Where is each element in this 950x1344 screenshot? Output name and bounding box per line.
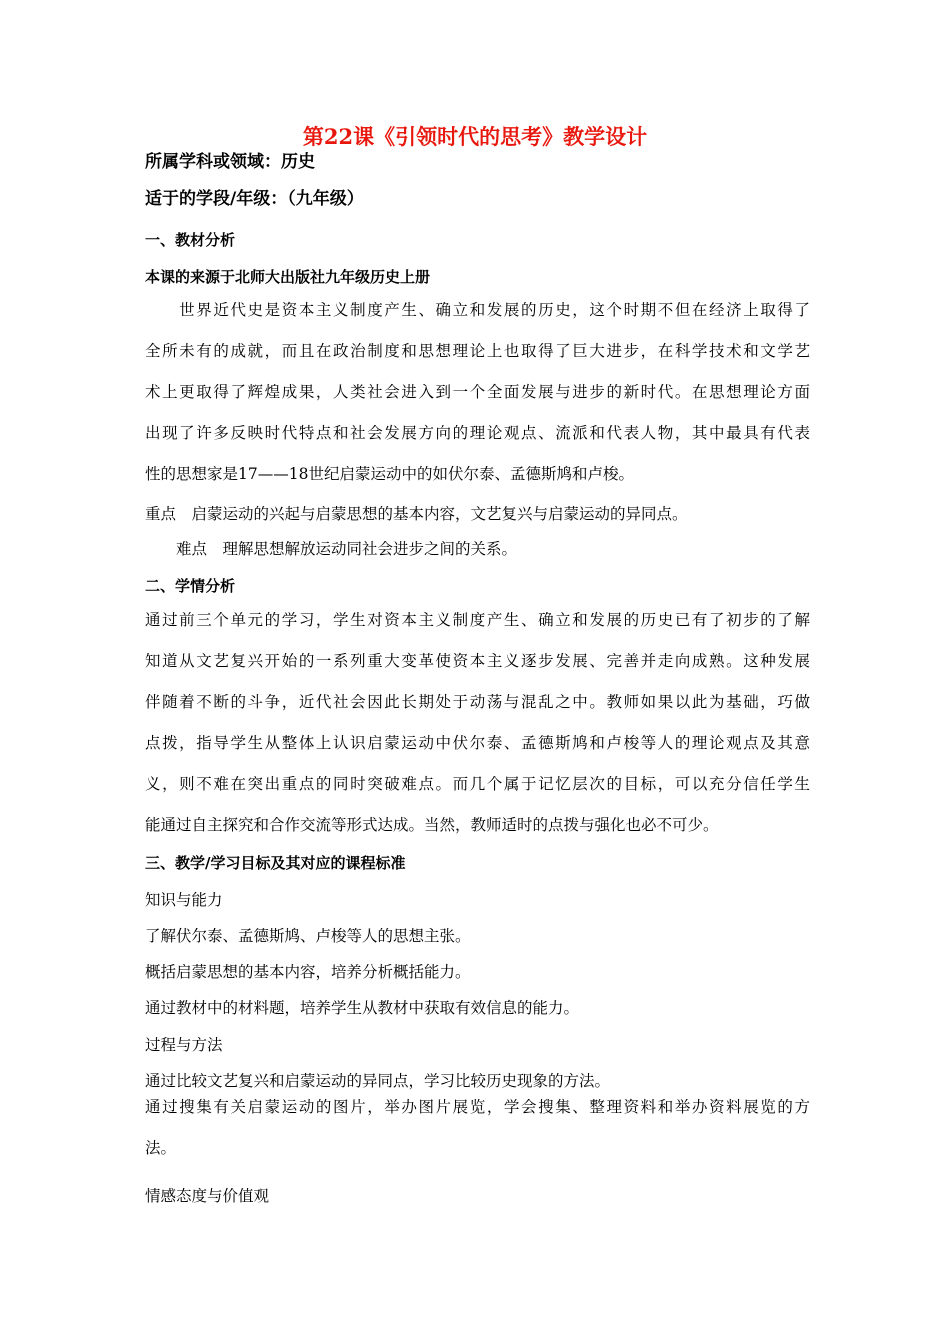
paragraph-line: 伴随着不断的斗争，近代社会因此长期处于动荡与混乱之中。教师如果以此为基础，巧做: [145, 693, 810, 711]
section-heading-textbook-analysis: 一、教材分析: [145, 231, 236, 249]
grade-line: 适于的学段/年级：（九年级）: [145, 189, 364, 209]
paragraph-line: 能通过自主探究和合作交流等形式达成。当然，教师适时的点拨与强化也必不可少。: [145, 816, 719, 834]
knowledge-item: 了解伏尔泰、孟德斯鸠、卢梭等人的思想主张。: [145, 927, 471, 945]
subject-line: 所属学科或领域：历史: [145, 152, 315, 172]
section-heading-learner-analysis: 二、学情分析: [145, 577, 236, 595]
textbook-source: 本课的来源于北师大出版社九年级历史上册: [145, 268, 431, 286]
paragraph-line: 知道从文艺复兴开始的一系列重大变革使资本主义逐步发展、完善并走向成熟。这种发展: [145, 652, 810, 670]
paragraph-line: 出现了许多反映时代特点和社会发展方向的理论观点、流派和代表人物，其中最具有代表: [145, 424, 810, 442]
difficulty-point: 难点 理解思想解放运动同社会进步之间的关系。: [145, 540, 518, 558]
process-item-multiline: [145, 1087, 810, 1169]
knowledge-item: 通过教材中的材料题，培养学生从教材中获取有效信息的能力。: [145, 999, 580, 1017]
paragraph-line: 世界近代史是资本主义制度产生、确立和发展的历史，这个时期不但在经济上取得了: [145, 301, 810, 319]
document-title: 第22课《引领时代的思考》教学设计: [302, 124, 648, 149]
paragraph-line: 法。: [145, 1139, 177, 1157]
process-item: 通过比较文艺复兴和启蒙运动的异同点，学习比较历史现象的方法。: [145, 1072, 611, 1090]
paragraph-line: 术上更取得了辉煌成果，人类社会进入到一个全面发展与进步的新时代。在思想理论方面: [145, 383, 810, 401]
paragraph-line: 义，则不难在突出重点的同时突破难点。而几个属于记忆层次的目标，可以充分信任学生: [145, 775, 810, 793]
emotion-values-title: 情感态度与价值观: [145, 1187, 270, 1205]
textbook-analysis-paragraph: [145, 290, 810, 495]
knowledge-ability-title: 知识与能力: [145, 891, 223, 909]
paragraph-line: 通过搜集有关启蒙运动的图片，举办图片展览，学会搜集、整理资料和举办资料展览的方: [145, 1098, 810, 1116]
key-point: 重点 启蒙运动的兴起与启蒙思想的基本内容，文艺复兴与启蒙运动的异同点。: [145, 505, 688, 523]
paragraph-line: 通过前三个单元的学习，学生对资本主义制度产生、确立和发展的历史已有了初步的了解: [145, 611, 810, 629]
paragraph-line: 点拨，指导学生从整体上认识启蒙运动中伏尔泰、孟德斯鸠和卢梭等人的理论观点及其意: [145, 734, 810, 752]
paragraph-line: 性的思想家是17——18世纪启蒙运动中的如伏尔泰、孟德斯鸠和卢梭。: [145, 465, 634, 483]
process-method-title: 过程与方法: [145, 1036, 223, 1054]
knowledge-item: 概括启蒙思想的基本内容，培养分析概括能力。: [145, 963, 471, 981]
learner-analysis-paragraph: [145, 600, 810, 846]
paragraph-line: 全所未有的成就，而且在政治制度和思想理论上也取得了巨大进步，在科学技术和文学艺: [145, 342, 810, 360]
section-heading-objectives: 三、教学/学习目标及其对应的课程标准: [145, 854, 406, 872]
